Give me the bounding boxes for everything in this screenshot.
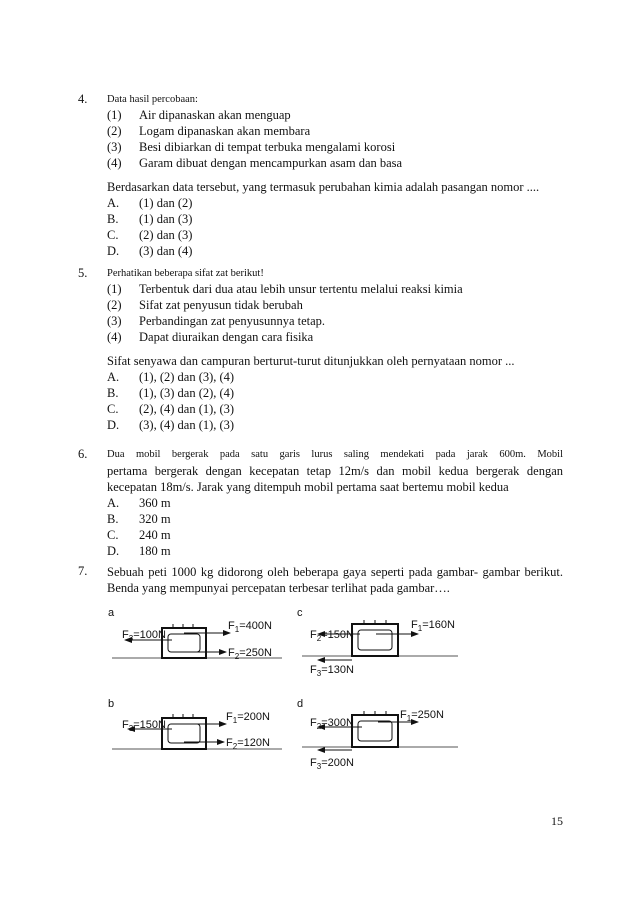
force-label-f3: $F_3=130N$ bbox=[310, 664, 354, 678]
question-number: 7. bbox=[78, 564, 88, 578]
question-text: Sifat senyawa dan campuran berturut-turut ditunjukkan oleh pernyataan nomor ... bbox=[107, 354, 515, 368]
force-label-f1: $F_1=160N$ bbox=[411, 619, 455, 633]
question-text: Sebuah peti 1000 kg didorong oleh beberapa gaya seperti pada gambar- gambar berikut. Benda yang mempunyai percepatan terbesar terlihat pada gambar…. bbox=[107, 565, 563, 595]
figure-b bbox=[108, 698, 282, 751]
question-stem: Data hasil percobaan: bbox=[107, 94, 198, 105]
question-stem: Perhatikan beberapa sifat zat berikut! bbox=[107, 268, 264, 279]
force-label-f1: $F_1=200N$ bbox=[226, 711, 270, 725]
list-item: (1) Terbentuk dari dua atau lebih unsur tertentu melalui reaksi kimia bbox=[107, 282, 463, 296]
answer-option: A. (1) dan (2) bbox=[107, 196, 193, 210]
list-item: (2) Logam dipanaskan akan membara bbox=[107, 124, 311, 138]
question-text-continued: pertama bergerak dengan kecepatan tetap 12m/s dan mobil kedua bergerak dengan kecepatan 18m/s. Jarak yang ditempuh mobil pertama saat bertemu mobil kedua bbox=[107, 464, 563, 494]
answer-option: A. 360 m bbox=[107, 496, 171, 510]
force-label-f3: $F_3=100N$ bbox=[122, 629, 166, 643]
list-item: (1) Air dipanaskan akan menguap bbox=[107, 108, 291, 122]
figure-a bbox=[108, 607, 282, 661]
answer-option: D. 180 m bbox=[107, 544, 171, 558]
crate bbox=[352, 715, 398, 747]
force-label-f3: $F_3=150N$ bbox=[122, 719, 166, 733]
question-number: 4. bbox=[78, 92, 88, 106]
figure-label: a bbox=[108, 607, 115, 619]
force-label-f1: $F_1=400N$ bbox=[228, 620, 272, 634]
answer-option: A. (1), (2) dan (3), (4) bbox=[107, 370, 235, 384]
force-label-f2: $F_2=120N$ bbox=[226, 737, 270, 751]
force-label-f2: $F_2=150N$ bbox=[310, 629, 354, 643]
force-label-f1: $F_1=250N$ bbox=[400, 709, 444, 723]
crate bbox=[352, 624, 398, 656]
answer-option: B. (1), (3) dan (2), (4) bbox=[107, 386, 235, 400]
force-label-f2: $F_2=300N$ bbox=[310, 717, 354, 731]
figure-d bbox=[297, 698, 458, 771]
question-number: 6. bbox=[78, 447, 88, 461]
list-item: (3) Perbandingan zat penyusunnya tetap. bbox=[107, 314, 326, 328]
question-number: 5. bbox=[78, 266, 88, 280]
figure-c bbox=[297, 607, 458, 678]
crate bbox=[162, 718, 206, 749]
figure-label: b bbox=[108, 698, 115, 710]
force-label-f2: $F_2=250N$ bbox=[228, 647, 272, 661]
list-item: (3) Besi dibiarkan di tempat terbuka mengalami korosi bbox=[107, 140, 396, 154]
answer-option: C. (2), (4) dan (1), (3) bbox=[107, 402, 235, 416]
list-item: (4) Dapat diuraikan dengan cara fisika bbox=[107, 330, 314, 344]
force-label-f3: $F_3=200N$ bbox=[310, 757, 354, 771]
answer-option: B. (1) dan (3) bbox=[107, 212, 193, 226]
answer-option: C. 240 m bbox=[107, 528, 171, 542]
answer-option: D. (3), (4) dan (1), (3) bbox=[107, 418, 235, 432]
figure-label: d bbox=[297, 698, 304, 710]
figure-label: c bbox=[297, 607, 303, 619]
list-item: (2) Sifat zat penyusun tidak berubah bbox=[107, 298, 303, 312]
list-item: (4) Garam dibuat dengan mencampurkan asam dan basa bbox=[107, 156, 403, 170]
answer-option: D. (3) dan (4) bbox=[107, 244, 193, 258]
question-text: Berdasarkan data tersebut, yang termasuk perubahan kimia adalah pasangan nomor .... bbox=[107, 180, 540, 194]
answer-option: B. 320 m bbox=[107, 512, 171, 526]
answer-option: C. (2) dan (3) bbox=[107, 228, 193, 242]
page-number: 15 bbox=[551, 814, 563, 828]
question-text: Dua mobil bergerak pada satu garis lurus saling mendekati pada jarak 600m. Mobil bbox=[107, 449, 563, 460]
